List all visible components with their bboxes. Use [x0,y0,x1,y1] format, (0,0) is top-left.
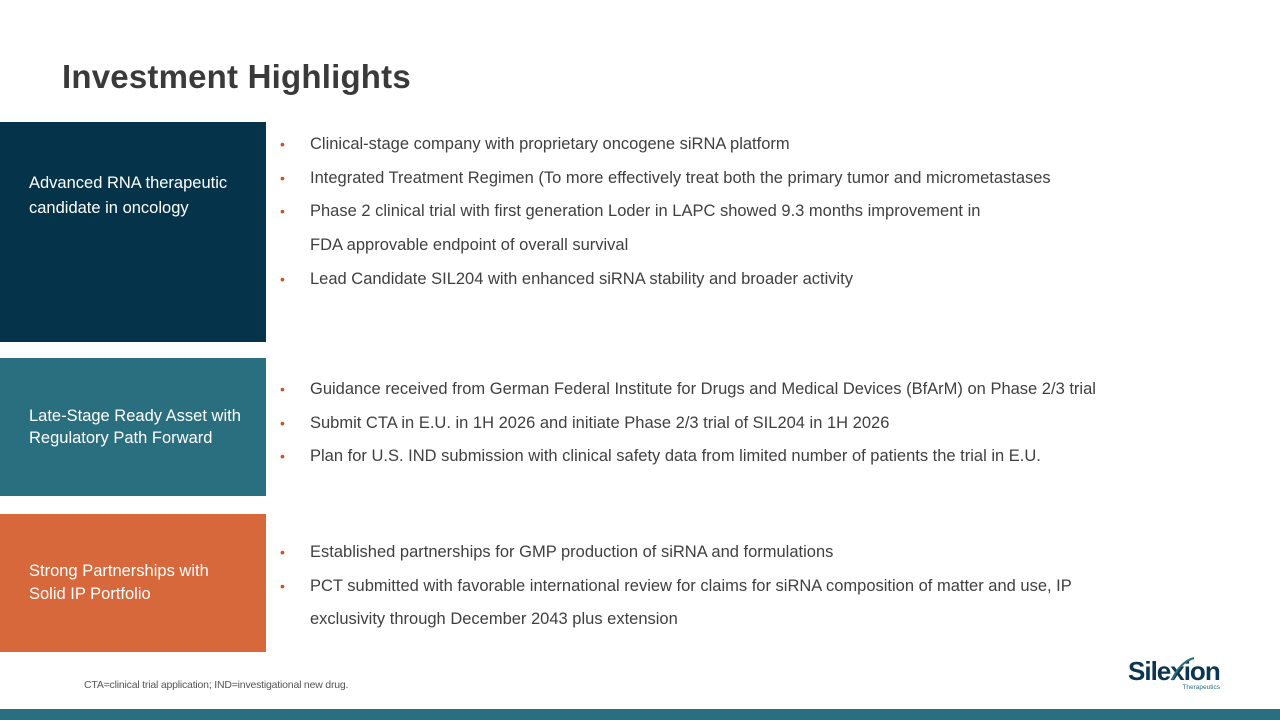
logo-wordmark: Silexion [1128,656,1220,686]
bullet-item: • PCT submitted with favorable international review for claims for siRNA composition of matter and use, IP [280,570,1072,604]
bullet-item: • Guidance received from German Federal Institute for Drugs and Medical Devices (BfArM) on Phase 2/3 trial [280,373,1096,407]
logo-subtitle: Therapeutics [1182,684,1220,691]
bullet-item: • Submit CTA in E.U. in 1H 2026 and initiate Phase 2/3 trial of SIL204 in 1H 2026 [280,407,1096,441]
bullet-item: • Established partnerships for GMP production of siRNA and formulations [280,536,1072,570]
section-label: Strong Partnerships with Solid IP Portfolio [29,562,209,603]
bullet-icon: • [280,448,285,465]
company-logo [1128,656,1224,696]
bullet-continuation: exclusivity through December 2043 plus extension [310,610,678,629]
bullet-icon: • [280,577,285,594]
bullet-list-late-stage [280,373,1096,474]
bullet-item: • Lead Candidate SIL204 with enhanced siRNA stability and broader activity [280,263,1051,297]
bullet-icon: • [280,136,285,152]
bullet-icon: • [280,544,285,560]
page-title: Investment Highlights [62,58,411,95]
bullet-icon: • [280,169,285,186]
bullet-icon: • [280,270,285,287]
bottom-accent-bar [0,709,1280,720]
bullet-list-partnerships [280,536,1072,637]
bullet-continuation: FDA approvable endpoint of overall survival [310,236,629,255]
bullet-list-advanced-rna [280,128,1051,297]
bullet-icon: • [280,203,285,220]
bullet-icon: • [280,381,285,397]
bullet-icon: • [280,414,285,431]
section-label-box-advanced-rna [0,122,266,342]
bullet-item: • Clinical-stage company with proprietary oncogene siRNA platform [280,128,1051,162]
bullet-item: • Phase 2 clinical trial with first generation Loder in LAPC showed 9.3 months improvement in [280,195,1051,229]
section-label-box-partnerships [0,514,266,652]
section-label: Late-Stage Ready Asset with Regulatory Path Forward [29,406,241,447]
section-label-box-late-stage [0,358,266,496]
footnote: CTA=clinical trial application; IND=investigational new drug. [84,679,349,691]
bullet-item: • Integrated Treatment Regimen (To more effectively treat both the primary tumor and micrometastases [280,162,1051,196]
bullet-item: • Plan for U.S. IND submission with clinical safety data from limited number of patients the trial in E.U. [280,440,1096,474]
section-label: Advanced RNA therapeutic candidate in oncology [29,174,228,217]
